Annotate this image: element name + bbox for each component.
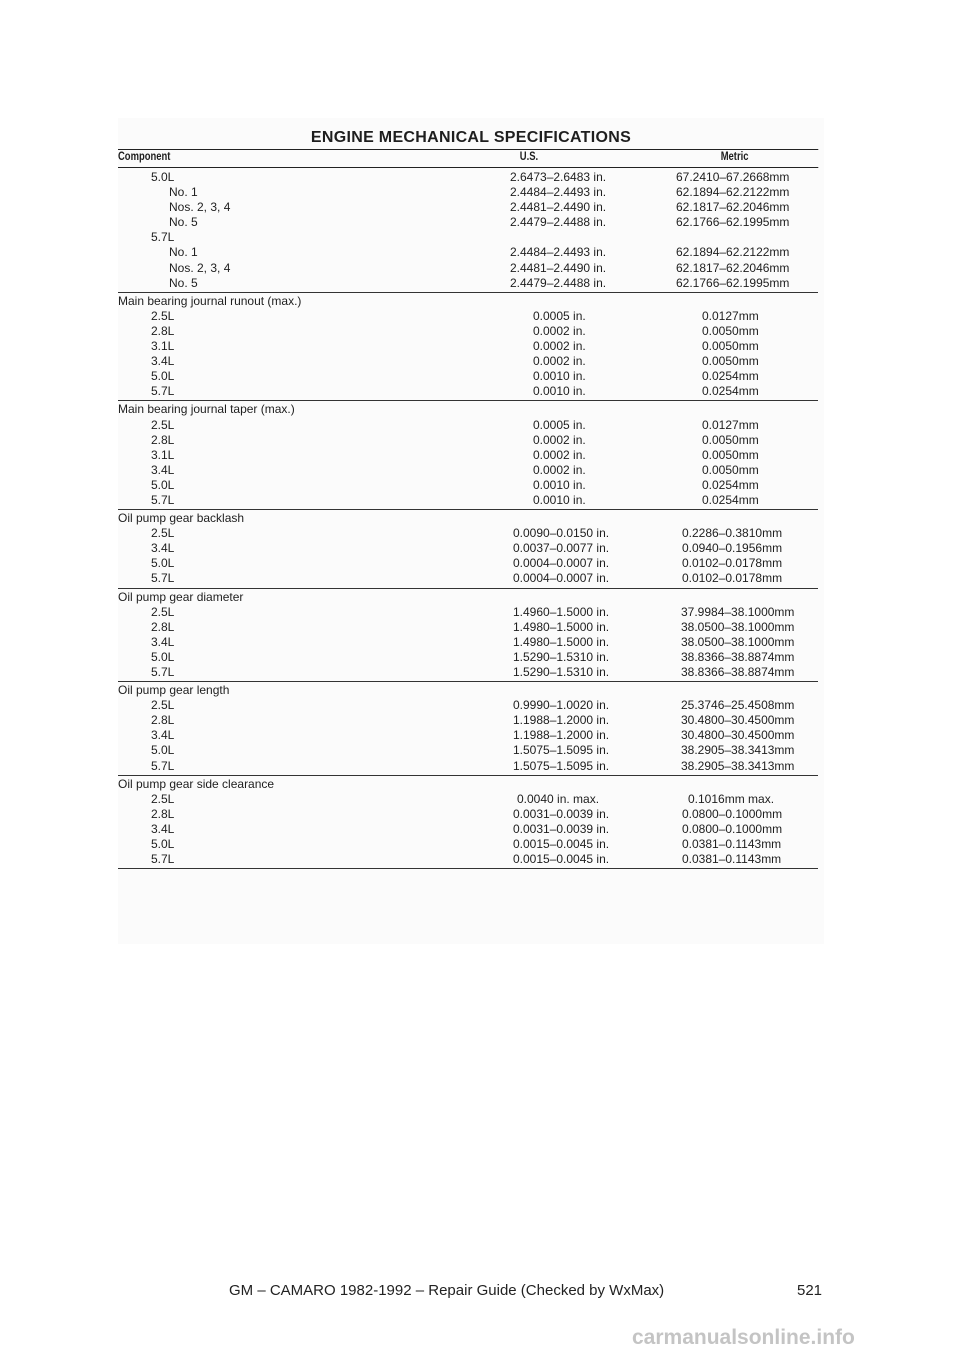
component-cell: 2.8L (151, 806, 175, 821)
metric-value-cell: 0.0800–0.1000mm (682, 806, 783, 821)
component-cell: 3.4L (151, 634, 175, 649)
us-value-cell: 1.5290–1.5310 in. (513, 649, 610, 664)
metric-value-cell: 0.0254mm (702, 492, 759, 507)
component-cell: 5.0L (151, 369, 175, 384)
table-row (118, 309, 818, 324)
component-cell: 3.1L (151, 447, 175, 462)
footer-title: GM – CAMARO 1982-1992 – Repair Guide (Checked by WxMax) (229, 1282, 665, 1299)
table-row (118, 620, 818, 635)
table-row (118, 384, 818, 399)
component-cell: 3.4L (151, 821, 175, 836)
table-row (118, 556, 818, 571)
metric-value-cell: 38.2905–38.3413mm (681, 743, 795, 758)
section-divider (118, 775, 818, 776)
table-header (118, 149, 818, 168)
table-row (118, 448, 818, 463)
us-value-cell: 0.0090–0.0150 in. (513, 526, 610, 541)
us-value-cell: 0.0002 in. (533, 323, 586, 338)
us-value-cell: 0.0002 in. (533, 354, 586, 369)
component-cell: No. 5 (169, 215, 198, 230)
header-us: U.S. (519, 151, 539, 163)
metric-value-cell: 38.0500–38.1000mm (681, 634, 795, 649)
us-value-cell: 1.5075–1.5095 in. (513, 758, 610, 773)
metric-value-cell: 0.0050mm (702, 447, 759, 462)
us-value-cell: 1.1988–1.2000 in. (513, 728, 610, 743)
us-value-cell: 1.4960–1.5000 in. (513, 604, 610, 619)
metric-value-cell: 0.0254mm (702, 477, 759, 492)
table-row (118, 728, 818, 743)
metric-value-cell: 0.0102–0.0178mm (682, 556, 783, 571)
component-cell: No. 1 (169, 185, 198, 200)
metric-value-cell: 0.0940–0.1956mm (682, 541, 783, 556)
metric-value-cell: 30.4800–30.4500mm (681, 728, 795, 743)
section-heading: Main bearing journal runout (max.) (118, 293, 302, 308)
section-divider (118, 681, 818, 682)
us-value-cell: 0.0037–0.0077 in. (513, 541, 610, 556)
section-heading: Oil pump gear side clearance (118, 776, 275, 791)
table-row (118, 463, 818, 478)
table-row (118, 743, 818, 758)
metric-value-cell: 38.8366–38.8874mm (681, 665, 795, 679)
table-row (118, 433, 818, 448)
us-value-cell: 0.0031–0.0039 in. (513, 806, 610, 821)
component-cell: 5.7L (151, 384, 175, 399)
table-row (118, 245, 818, 260)
us-value-cell: 0.0015–0.0045 in. (513, 837, 610, 852)
component-cell: 2.8L (151, 619, 175, 634)
metric-value-cell: 62.1894–62.2122mm (676, 245, 790, 260)
us-value-cell: 0.0005 in. (533, 417, 586, 432)
table-row (118, 635, 818, 650)
component-cell: 2.8L (151, 713, 175, 728)
metric-value-cell: 62.1817–62.2046mm (676, 200, 790, 215)
component-cell: 2.5L (151, 698, 175, 713)
metric-value-cell: 62.1766–62.1995mm (676, 215, 790, 230)
component-cell: 5.0L (151, 170, 175, 184)
metric-value-cell: 62.1766–62.1995mm (676, 275, 790, 290)
component-cell: Nos. 2, 3, 4 (169, 200, 231, 215)
us-value-cell: 0.0015–0.0045 in. (513, 852, 610, 867)
us-value-cell: 1.5075–1.5095 in. (513, 743, 610, 758)
table-row (118, 200, 818, 215)
us-value-cell: 1.4980–1.5000 in. (513, 634, 610, 649)
metric-value-cell: 0.0050mm (702, 462, 759, 477)
metric-value-cell: 0.0254mm (702, 369, 759, 384)
section-heading: Oil pump gear diameter (118, 589, 244, 604)
table-row (118, 339, 818, 354)
metric-value-cell: 62.1817–62.2046mm (676, 260, 790, 275)
table-row (118, 650, 818, 665)
section-divider (118, 868, 818, 869)
header-component: Component (118, 151, 171, 163)
component-cell: 5.7L (151, 665, 175, 679)
component-cell: 2.8L (151, 323, 175, 338)
table-row (118, 170, 818, 185)
us-value-cell: 0.9990–1.0020 in. (513, 698, 610, 713)
component-cell: 5.7L (151, 852, 175, 867)
component-cell: 3.4L (151, 541, 175, 556)
metric-value-cell: 0.0381–0.1143mm (682, 837, 782, 852)
metric-value-cell: 30.4800–30.4500mm (681, 713, 795, 728)
component-cell: 5.0L (151, 477, 175, 492)
metric-value-cell: 0.0050mm (702, 432, 759, 447)
table-row (118, 792, 818, 807)
metric-value-cell: 0.0381–0.1143mm (682, 852, 782, 867)
component-cell: 3.4L (151, 354, 175, 369)
us-value-cell: 0.0002 in. (533, 462, 586, 477)
header-metric: Metric (720, 151, 749, 163)
table-row (118, 759, 818, 774)
table-row (118, 605, 818, 620)
table-row (118, 418, 818, 433)
metric-value-cell: 0.0127mm (702, 417, 759, 432)
table-row (118, 665, 818, 680)
component-cell: 3.4L (151, 462, 175, 477)
component-cell: 5.7L (151, 230, 175, 245)
table-row (118, 276, 818, 291)
table-row (118, 777, 818, 792)
table-row (118, 478, 818, 493)
section-divider (118, 400, 818, 401)
component-cell: 2.5L (151, 526, 175, 541)
metric-value-cell: 0.2286–0.3810mm (682, 526, 783, 541)
table-row (118, 837, 818, 852)
metric-value-cell: 0.0102–0.0178mm (682, 571, 783, 586)
page-number: 521 (797, 1282, 823, 1299)
us-value-cell: 1.4980–1.5000 in. (513, 619, 610, 634)
us-value-cell: 0.0010 in. (533, 369, 586, 384)
section-divider (118, 292, 818, 293)
us-value-cell: 0.0002 in. (533, 447, 586, 462)
metric-value-cell: 0.0800–0.1000mm (682, 821, 783, 836)
component-cell: 2.5L (151, 791, 175, 806)
component-cell: 2.8L (151, 432, 175, 447)
table-row (118, 698, 818, 713)
component-cell: 5.0L (151, 556, 175, 571)
table-row (118, 511, 818, 526)
component-cell: 5.0L (151, 837, 175, 852)
metric-value-cell: 38.8366–38.8874mm (681, 649, 795, 664)
component-cell: 2.5L (151, 604, 175, 619)
table-row (118, 230, 818, 245)
metric-value-cell: 0.0050mm (702, 339, 759, 354)
section-divider (118, 588, 818, 589)
component-cell: No. 5 (169, 275, 198, 290)
us-value-cell: 0.0040 in. max. (517, 791, 600, 806)
metric-value-cell: 38.2905–38.3413mm (681, 758, 795, 773)
component-cell: 3.4L (151, 728, 175, 743)
table-row (118, 215, 818, 230)
us-value-cell: 0.0002 in. (533, 339, 586, 354)
us-value-cell: 2.4479–2.4488 in. (510, 215, 607, 230)
us-value-cell: 0.0031–0.0039 in. (513, 821, 610, 836)
us-value-cell: 0.0004–0.0007 in. (513, 571, 610, 586)
table-row (118, 541, 818, 556)
us-value-cell: 2.4481–2.4490 in. (510, 200, 607, 215)
table-row (118, 590, 818, 605)
us-value-cell: 2.4484–2.4493 in. (510, 185, 607, 200)
us-value-cell: 2.4484–2.4493 in. (510, 245, 607, 260)
section-divider (118, 509, 818, 510)
table-row (118, 683, 818, 698)
metric-value-cell: 0.0050mm (702, 323, 759, 338)
us-value-cell: 0.0004–0.0007 in. (513, 556, 610, 571)
component-cell: 5.0L (151, 743, 175, 758)
table-body (118, 170, 818, 869)
component-cell: 5.7L (151, 492, 175, 507)
section-heading: Oil pump gear backlash (118, 511, 245, 526)
table-row (118, 822, 818, 837)
spec-table (118, 149, 818, 870)
page-title: ENGINE MECHANICAL SPECIFICATIONS (310, 129, 632, 146)
component-cell: 2.5L (151, 308, 175, 323)
table-row (118, 526, 818, 541)
us-value-cell: 0.0010 in. (533, 492, 586, 507)
us-value-cell: 0.0010 in. (533, 477, 586, 492)
watermark: carmanualsonline.info (632, 1326, 855, 1349)
component-cell: Nos. 2, 3, 4 (169, 260, 231, 275)
component-cell: 5.7L (151, 571, 175, 586)
metric-value-cell: 38.0500–38.1000mm (681, 619, 795, 634)
table-row (118, 402, 818, 417)
section-heading: Main bearing journal taper (max.) (118, 402, 295, 417)
metric-value-cell: 37.9984–38.1000mm (681, 604, 795, 619)
table-row (118, 354, 818, 369)
component-cell: No. 1 (169, 245, 198, 260)
us-value-cell: 2.6473–2.6483 in. (510, 170, 607, 184)
table-row (118, 294, 818, 309)
component-cell: 3.1L (151, 339, 175, 354)
section-heading: Oil pump gear length (118, 683, 230, 698)
us-value-cell: 1.1988–1.2000 in. (513, 713, 610, 728)
metric-value-cell: 67.2410–67.2668mm (676, 170, 790, 184)
table-row (118, 185, 818, 200)
component-cell: 5.7L (151, 758, 175, 773)
metric-value-cell: 62.1894–62.2122mm (676, 185, 790, 200)
table-row (118, 493, 818, 508)
component-cell: 2.5L (151, 417, 175, 432)
table-row (118, 261, 818, 276)
metric-value-cell: 25.3746–25.4508mm (681, 698, 795, 713)
table-row (118, 713, 818, 728)
us-value-cell: 2.4479–2.4488 in. (510, 275, 607, 290)
us-value-cell: 2.4481–2.4490 in. (510, 260, 607, 275)
us-value-cell: 1.5290–1.5310 in. (513, 665, 610, 679)
us-value-cell: 0.0010 in. (533, 384, 586, 399)
table-row (118, 324, 818, 339)
metric-value-cell: 0.0254mm (702, 384, 759, 399)
metric-value-cell: 0.0127mm (702, 308, 759, 323)
table-row (118, 852, 818, 867)
table-row (118, 369, 818, 384)
component-cell: 5.0L (151, 649, 175, 664)
table-row (118, 571, 818, 586)
us-value-cell: 0.0002 in. (533, 432, 586, 447)
metric-value-cell: 0.1016mm max. (688, 791, 775, 806)
table-row (118, 807, 818, 822)
metric-value-cell: 0.0050mm (702, 354, 759, 369)
us-value-cell: 0.0005 in. (533, 308, 586, 323)
